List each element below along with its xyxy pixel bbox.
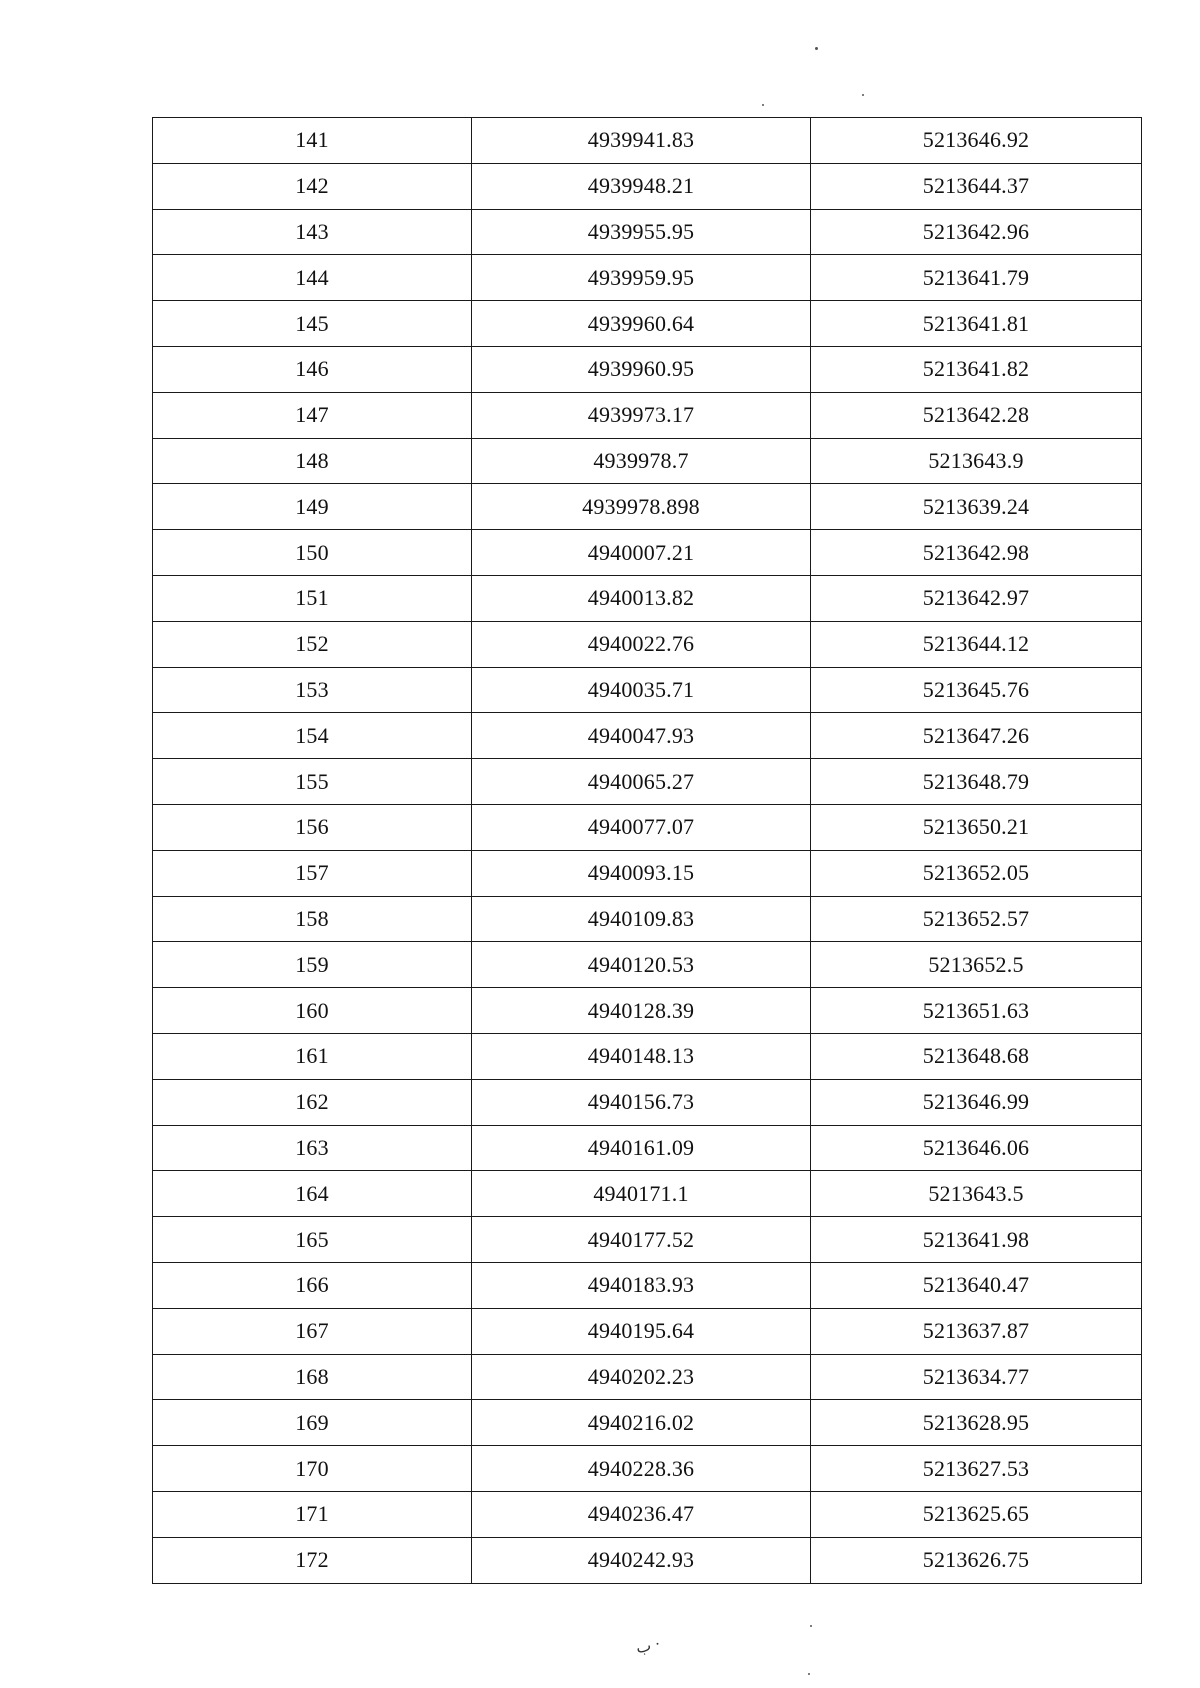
x-coordinate-cell: 4940216.02 <box>472 1400 811 1446</box>
y-coordinate-cell: 5213648.68 <box>811 1033 1142 1079</box>
scan-smudge: ب · <box>634 1635 662 1658</box>
x-coordinate-cell: 4940236.47 <box>472 1491 811 1537</box>
table-row <box>153 1171 1142 1217</box>
table-row <box>153 1491 1142 1537</box>
x-coordinate-cell: 4939960.95 <box>472 346 811 392</box>
x-coordinate-cell: 4940148.13 <box>472 1033 811 1079</box>
table-row <box>153 1446 1142 1492</box>
point-number-cell: 146 <box>153 346 472 392</box>
y-coordinate-cell: 5213644.12 <box>811 621 1142 667</box>
point-number-cell: 167 <box>153 1308 472 1354</box>
table-row <box>153 530 1142 576</box>
x-coordinate-cell: 4940077.07 <box>472 804 811 850</box>
point-number-cell: 156 <box>153 804 472 850</box>
table-row <box>153 209 1142 255</box>
x-coordinate-cell: 4940035.71 <box>472 667 811 713</box>
point-number-cell: 142 <box>153 163 472 209</box>
x-coordinate-cell: 4939941.83 <box>472 118 811 164</box>
table-row <box>153 1125 1142 1171</box>
y-coordinate-cell: 5213642.97 <box>811 575 1142 621</box>
y-coordinate-cell: 5213651.63 <box>811 988 1142 1034</box>
y-coordinate-cell: 5213642.96 <box>811 209 1142 255</box>
y-coordinate-cell: 5213646.92 <box>811 118 1142 164</box>
scan-speck <box>808 1673 810 1675</box>
y-coordinate-cell: 5213641.98 <box>811 1217 1142 1263</box>
table-row <box>153 1262 1142 1308</box>
y-coordinate-cell: 5213650.21 <box>811 804 1142 850</box>
point-number-cell: 170 <box>153 1446 472 1492</box>
table-row <box>153 942 1142 988</box>
table-row <box>153 1033 1142 1079</box>
x-coordinate-cell: 4939978.7 <box>472 438 811 484</box>
x-coordinate-cell: 4939973.17 <box>472 392 811 438</box>
table-row <box>153 896 1142 942</box>
x-coordinate-cell: 4940202.23 <box>472 1354 811 1400</box>
point-number-cell: 166 <box>153 1262 472 1308</box>
table-row <box>153 850 1142 896</box>
table-row <box>153 163 1142 209</box>
table-row <box>153 804 1142 850</box>
x-coordinate-cell: 4939948.21 <box>472 163 811 209</box>
x-coordinate-cell: 4940128.39 <box>472 988 811 1034</box>
point-number-cell: 145 <box>153 301 472 347</box>
y-coordinate-cell: 5213639.24 <box>811 484 1142 530</box>
table-row <box>153 438 1142 484</box>
scan-speck <box>862 94 864 96</box>
table-row <box>153 621 1142 667</box>
table-row <box>153 118 1142 164</box>
x-coordinate-cell: 4940161.09 <box>472 1125 811 1171</box>
point-number-cell: 149 <box>153 484 472 530</box>
y-coordinate-cell: 5213641.82 <box>811 346 1142 392</box>
point-number-cell: 150 <box>153 530 472 576</box>
point-number-cell: 172 <box>153 1537 472 1583</box>
table-row <box>153 667 1142 713</box>
x-coordinate-cell: 4939959.95 <box>472 255 811 301</box>
point-number-cell: 158 <box>153 896 472 942</box>
y-coordinate-cell: 5213637.87 <box>811 1308 1142 1354</box>
point-number-cell: 143 <box>153 209 472 255</box>
y-coordinate-cell: 5213626.75 <box>811 1537 1142 1583</box>
y-coordinate-cell: 5213643.5 <box>811 1171 1142 1217</box>
y-coordinate-cell: 5213652.05 <box>811 850 1142 896</box>
y-coordinate-cell: 5213652.5 <box>811 942 1142 988</box>
table-row <box>153 713 1142 759</box>
scan-speck <box>762 104 764 106</box>
point-number-cell: 147 <box>153 392 472 438</box>
x-coordinate-cell: 4940013.82 <box>472 575 811 621</box>
y-coordinate-cell: 5213634.77 <box>811 1354 1142 1400</box>
point-number-cell: 161 <box>153 1033 472 1079</box>
x-coordinate-cell: 4940228.36 <box>472 1446 811 1492</box>
table-row <box>153 484 1142 530</box>
x-coordinate-cell: 4939978.898 <box>472 484 811 530</box>
point-number-cell: 163 <box>153 1125 472 1171</box>
point-number-cell: 160 <box>153 988 472 1034</box>
y-coordinate-cell: 5213628.95 <box>811 1400 1142 1446</box>
table-row <box>153 255 1142 301</box>
y-coordinate-cell: 5213646.99 <box>811 1079 1142 1125</box>
point-number-cell: 144 <box>153 255 472 301</box>
point-number-cell: 157 <box>153 850 472 896</box>
point-number-cell: 159 <box>153 942 472 988</box>
table-row <box>153 346 1142 392</box>
point-number-cell: 162 <box>153 1079 472 1125</box>
y-coordinate-cell: 5213625.65 <box>811 1491 1142 1537</box>
x-coordinate-cell: 4939960.64 <box>472 301 811 347</box>
table-row <box>153 1354 1142 1400</box>
x-coordinate-cell: 4940109.83 <box>472 896 811 942</box>
table-row <box>153 988 1142 1034</box>
point-number-cell: 154 <box>153 713 472 759</box>
x-coordinate-cell: 4940177.52 <box>472 1217 811 1263</box>
coordinates-table <box>152 117 1142 1584</box>
x-coordinate-cell: 4940022.76 <box>472 621 811 667</box>
y-coordinate-cell: 5213642.28 <box>811 392 1142 438</box>
y-coordinate-cell: 5213645.76 <box>811 667 1142 713</box>
y-coordinate-cell: 5213646.06 <box>811 1125 1142 1171</box>
point-number-cell: 155 <box>153 759 472 805</box>
x-coordinate-cell: 4940007.21 <box>472 530 811 576</box>
x-coordinate-cell: 4940195.64 <box>472 1308 811 1354</box>
y-coordinate-cell: 5213643.9 <box>811 438 1142 484</box>
y-coordinate-cell: 5213647.26 <box>811 713 1142 759</box>
table-row <box>153 1400 1142 1446</box>
point-number-cell: 141 <box>153 118 472 164</box>
coordinates-table-body <box>153 118 1142 1584</box>
x-coordinate-cell: 4940047.93 <box>472 713 811 759</box>
y-coordinate-cell: 5213641.81 <box>811 301 1142 347</box>
point-number-cell: 148 <box>153 438 472 484</box>
point-number-cell: 168 <box>153 1354 472 1400</box>
point-number-cell: 153 <box>153 667 472 713</box>
scan-speck <box>815 47 818 50</box>
point-number-cell: 165 <box>153 1217 472 1263</box>
table-row <box>153 575 1142 621</box>
y-coordinate-cell: 5213640.47 <box>811 1262 1142 1308</box>
x-coordinate-cell: 4940171.1 <box>472 1171 811 1217</box>
x-coordinate-cell: 4940183.93 <box>472 1262 811 1308</box>
y-coordinate-cell: 5213641.79 <box>811 255 1142 301</box>
point-number-cell: 171 <box>153 1491 472 1537</box>
table-row <box>153 1537 1142 1583</box>
table-row <box>153 1217 1142 1263</box>
x-coordinate-cell: 4940065.27 <box>472 759 811 805</box>
y-coordinate-cell: 5213642.98 <box>811 530 1142 576</box>
scan-speck <box>810 1625 812 1627</box>
table-row <box>153 759 1142 805</box>
y-coordinate-cell: 5213648.79 <box>811 759 1142 805</box>
y-coordinate-cell: 5213627.53 <box>811 1446 1142 1492</box>
x-coordinate-cell: 4940093.15 <box>472 850 811 896</box>
x-coordinate-cell: 4940242.93 <box>472 1537 811 1583</box>
table-row <box>153 392 1142 438</box>
table-row <box>153 1308 1142 1354</box>
x-coordinate-cell: 4939955.95 <box>472 209 811 255</box>
point-number-cell: 152 <box>153 621 472 667</box>
y-coordinate-cell: 5213652.57 <box>811 896 1142 942</box>
point-number-cell: 169 <box>153 1400 472 1446</box>
y-coordinate-cell: 5213644.37 <box>811 163 1142 209</box>
point-number-cell: 164 <box>153 1171 472 1217</box>
x-coordinate-cell: 4940120.53 <box>472 942 811 988</box>
table-row <box>153 1079 1142 1125</box>
x-coordinate-cell: 4940156.73 <box>472 1079 811 1125</box>
table-row <box>153 301 1142 347</box>
point-number-cell: 151 <box>153 575 472 621</box>
